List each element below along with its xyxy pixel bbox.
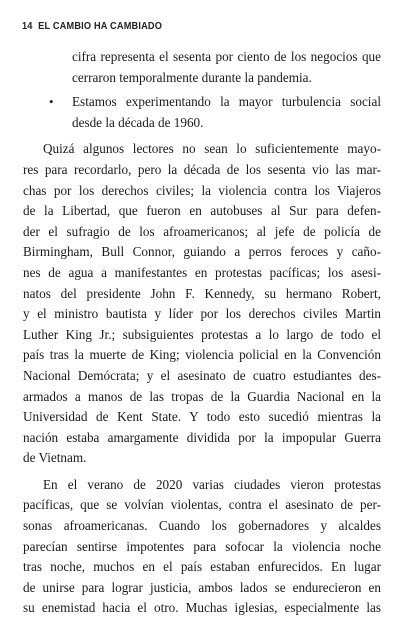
text-line: y el ministro bautista y líder por los derechos civiles Martin [23,306,381,322]
text-line: Nacional Demócrata; y el asesinato de cuatro estudiantes des- [23,367,381,383]
text-line: su enemistad hacia el otro. Muchas iglesias, especialmente las [23,600,381,616]
text-line: armados a manos de las tropas de la Guardia Nacional en la [23,388,381,404]
text-line: de la Libertad, que fueron en autobuses al Sur para defen- [23,203,381,219]
page-number: 14 [22,21,33,32]
text-line: de unirse para lograr justicia, ambos lados se endurecieron en [23,579,381,595]
text-line: tras noche, muchos en el país estaban enfurecidos. En lugar [23,559,381,575]
text-line: nes de agua a manifestantes en protestas pacíficas; los asesi- [23,264,381,280]
text-line: der el sufragio de los afroamericanos; al jefe de policía de [23,223,381,239]
text-line: nación estaba amargamente dividida por la impopular Guerra [23,429,381,445]
text-line: res para recordarlo, pero la década de los sesenta vio las mar- [23,161,381,177]
text-line: natos del presidente John F. Kennedy, su hermano Robert, [23,285,381,301]
running-header [22,21,162,32]
bullet-item [49,92,381,133]
text-line: Birmingham, Bull Connor, guiando a perros feroces y caño- [23,244,381,260]
text-line: cifra representa el sesenta por ciento de los negocios que [72,49,381,64]
text-line: Luther King Jr.; subsiguientes protestas a lo largo de todo el [23,326,381,342]
text-line: país tras la muerte de King; violencia policial en la Convención [23,347,381,363]
text-line: Estamos experimentando la mayor turbulencia social [72,94,381,110]
bullet-item-continued [61,47,381,88]
text-line: chas por los derechos civiles; la violencia contra los Viajeros [23,182,381,198]
text-line: pacíficas, que se volvían violentas, contra el asesinato de per- [23,497,381,513]
paragraph [23,475,381,619]
text-line: En el verano de 2020 varias ciudades vieron protestas [43,476,381,492]
text-line: cerraron temporalmente durante la pandemia. [72,69,312,85]
text-line: Quizá algunos lectores no sean lo suficientemente mayo- [43,141,381,157]
text-line: sonas afroamericanas. Cuando los gobernadores y alcaldes [23,518,381,534]
running-title: EL CAMBIO HA CAMBIADO [38,21,163,32]
text-line: de Vietnam. [23,450,87,466]
paragraph [23,139,381,469]
bullet-marker: • [49,94,54,110]
text-line: Universidad de Kent State. Y todo esto sucedió mientras la [23,409,381,425]
text-line: desde la década de 1960. [72,114,204,130]
text-line: parecían sentirse impotentes para sofocar la violencia noche [23,538,381,554]
body-text [23,47,381,619]
